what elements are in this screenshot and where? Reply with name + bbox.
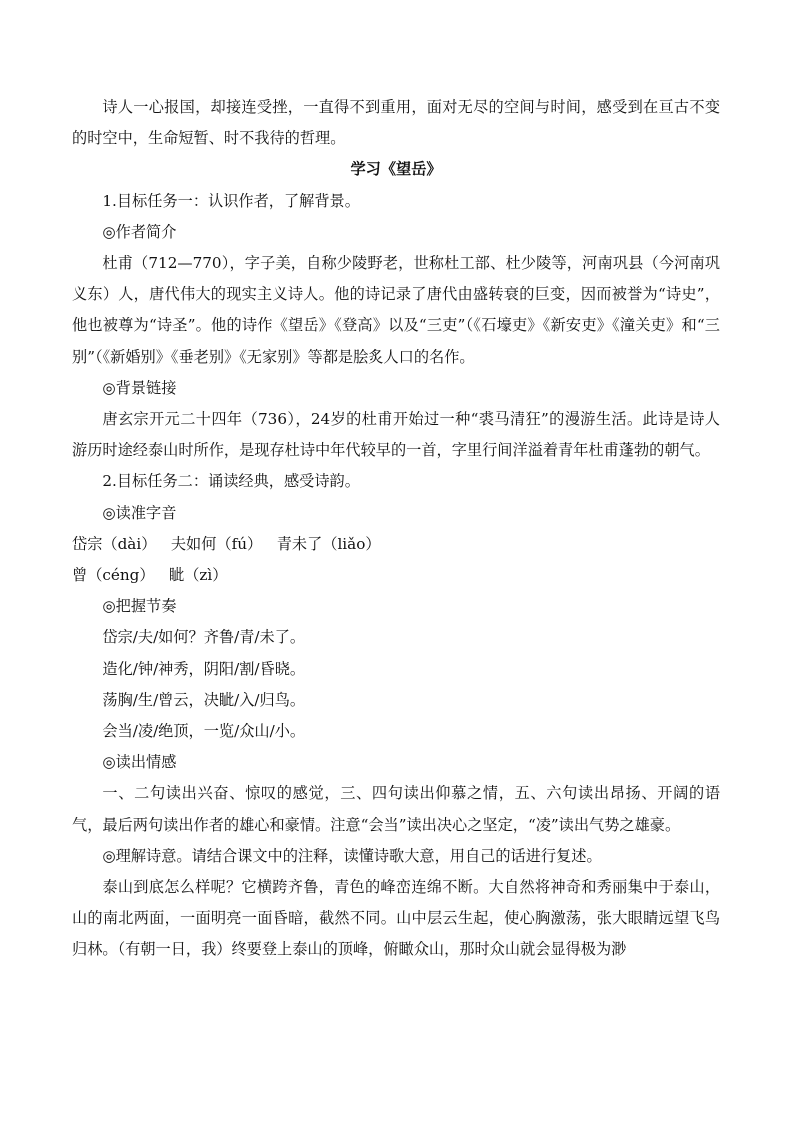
rhythm-line: 荡胸/生/曾云，决眦/入/归鸟。 <box>102 690 306 709</box>
emotion-paragraph: 一、二句读出兴奋、惊叹的感觉，三、四句读出仰慕之情，五、六句读出昂扬、开阔的语气，最后两句读出作者的雄心和豪情。注意“会当”读出决心之坚定，“凌”读出气势之雄豪。 <box>72 784 720 834</box>
task1-title: 1.目标任务一：认识作者，了解背景。 <box>102 191 360 210</box>
rhythm-line: 造化/钟/神秀，阴阳/割/昏晓。 <box>102 659 306 678</box>
section-title: 学习《望岳》 <box>350 160 442 179</box>
rhythm-line: 岱宗/夫/如何？齐鲁/青/未了。 <box>102 628 306 647</box>
background-paragraph: 唐玄宗开元二十四年（736），24岁的杜甫开始过一种“裘马清狂”的漫游生活。此诗是诗人游历时途经泰山时所作，是现存杜诗中年代较早的一首，字里行间洋溢着青年杜甫蓬勃的朝气。 <box>72 410 720 460</box>
pronunciation-line: 曾（céng） 眦（zì） <box>72 566 228 585</box>
emotion-heading: ◎读出情感 <box>102 753 177 772</box>
pronunciation-heading: ◎读准字音 <box>102 503 177 522</box>
author-heading: ◎作者简介 <box>102 222 177 241</box>
rhythm-line: 会当/凌/绝顶，一览/众山/小。 <box>102 722 306 741</box>
pronunciation-line: 岱宗（dài） 夫如何（fú） 青未了（liǎo） <box>72 534 381 553</box>
task2-title: 2.目标任务二：诵读经典，感受诗韵。 <box>102 472 360 491</box>
author-paragraph: 杜甫（712—770），字子美，自称少陵野老，世称杜工部、杜少陵等，河南巩县（今河南巩义东）人，唐代伟大的现实主义诗人。他的诗记录了唐代由盛转衰的巨变，因而被誉为“诗史”，他也被尊为“诗圣”。他的诗作《望岳》《登高》以及“三吏”（《石壕吏》《新安吏》《潼关吏》和“三别”（《新婚别》《垂老别》《无家别》等都是脍炙人口的名作。 <box>72 254 720 366</box>
document-page <box>72 92 720 966</box>
meaning-heading: ◎理解诗意。请结合课文中的注释，读懂诗歌大意，用自己的话进行复述。 <box>102 846 602 865</box>
meaning-paragraph: 泰山到底怎么样呢？它横跨齐鲁，青色的峰峦连绵不断。大自然将神奇和秀丽集中于泰山，山的南北两面，一面明亮一面昏暗，截然不同。山中层云生起，使心胸激荡，张大眼睛远望飞鸟归林。（有朝一日，我）终要登上泰山的顶峰，俯瞰众山，那时众山就会显得极为渺 <box>72 878 720 959</box>
rhythm-heading: ◎把握节奏 <box>102 597 177 616</box>
background-heading: ◎背景链接 <box>102 378 177 397</box>
intro-paragraph: 诗人一心报国，却接连受挫，一直得不到重用，面对无尽的空间与时间，感受到在亘古不变的时空中，生命短暂、时不我待的哲理。 <box>72 98 720 148</box>
